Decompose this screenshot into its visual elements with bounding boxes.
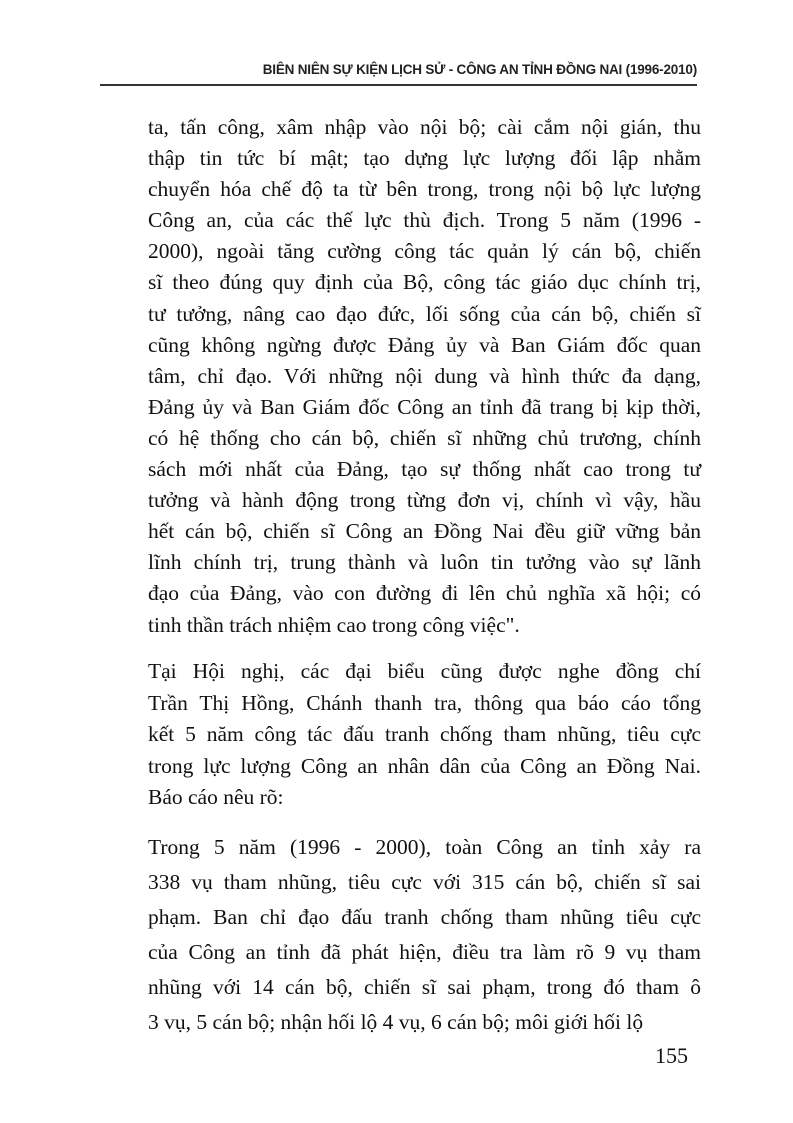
text-line: thập tin tức bí mật; tạo dựng lực lượng đối lập nhằm [148, 146, 701, 171]
page-number: 155 [655, 1043, 688, 1068]
text-line: ta, tấn công, xâm nhập vào nội bộ; cài cắm nội gián, thu [148, 115, 701, 139]
text-line: tinh thần trách nhiệm cao trong công việc". [148, 612, 520, 637]
running-title: BIÊN NIÊN SỰ KIỆN LỊCH SỬ - CÔNG AN TỈNH ĐỒNG NAI (1996-2010) [262, 62, 697, 77]
text-line: Báo cáo nêu rõ: [148, 785, 284, 809]
text-line: hết cán bộ, chiến sĩ Công an Đồng Nai đều giữ vững bản [148, 519, 701, 544]
text-line: sách mới nhất của Đảng, tạo sự thống nhất cao trong tư [148, 457, 701, 482]
text-line: phạm. Ban chỉ đạo đấu tranh chống tham nhũng tiêu cực [148, 905, 701, 929]
text-line: sĩ theo đúng quy định của Bộ, công tác giáo dục chính trị, [148, 270, 701, 295]
paragraph-1 [148, 112, 701, 641]
text-line: 2000), ngoài tăng cường công tác quản lý cán bộ, chiến [148, 239, 701, 264]
text-line: tư tưởng, nâng cao đạo đức, lối sống của cán bộ, chiến sĩ [148, 301, 701, 326]
text-line: 3 vụ, 5 cán bộ; nhận hối lộ 4 vụ, 6 cán bộ; môi giới hối lộ [148, 1010, 644, 1034]
text-line: trong lực lượng Công an nhân dân của Công an Đồng Nai. [148, 753, 701, 778]
text-line: đạo của Đảng, vào con đường đi lên chủ nghĩa xã hội; có [148, 581, 701, 606]
text-line: 338 vụ tham nhũng, tiêu cực với 315 cán bộ, chiến sĩ sai [148, 870, 701, 894]
text-line: có hệ thống cho cán bộ, chiến sĩ những chủ trương, chính [148, 425, 701, 450]
text-line: cũng không ngừng được Đảng ủy và Ban Giám đốc quan [148, 332, 701, 357]
text-line: của Công an tỉnh đã phát hiện, điều tra làm rõ 9 vụ tham [148, 940, 701, 964]
running-header [100, 60, 697, 86]
text-line: Công an, của các thế lực thù địch. Trong 5 năm (1996 - [148, 208, 701, 233]
text-line: chuyển hóa chế độ ta từ bên trong, trong nội bộ lực lượng [148, 177, 701, 202]
text-line: kết 5 năm công tác đấu tranh chống tham nhũng, tiêu cực [148, 722, 701, 746]
text-line: lĩnh chính trị, trung thành và luôn tin tưởng vào sự lãnh [148, 550, 701, 575]
paragraph-2 [148, 656, 701, 814]
text-line: tâm, chỉ đạo. Với những nội dung và hình thức đa dạng, [148, 363, 701, 388]
text-line: Trần Thị Hồng, Chánh thanh tra, thông qua báo cáo tổng [148, 690, 701, 715]
text-line: nhũng với 14 cán bộ, chiến sĩ sai phạm, trong đó tham ô [148, 975, 701, 999]
paragraph-3 [148, 830, 701, 1040]
text-line: Tại Hội nghị, các đại biểu cũng được nghe đồng chí [148, 659, 701, 683]
text-line: Đảng ủy và Ban Giám đốc Công an tỉnh đã trang bị kịp thời, [148, 394, 701, 419]
text-line: Trong 5 năm (1996 - 2000), toàn Công an tỉnh xảy ra [148, 835, 701, 859]
text-line: tưởng và hành động trong từng đơn vị, chính vì vậy, hầu [148, 488, 701, 513]
